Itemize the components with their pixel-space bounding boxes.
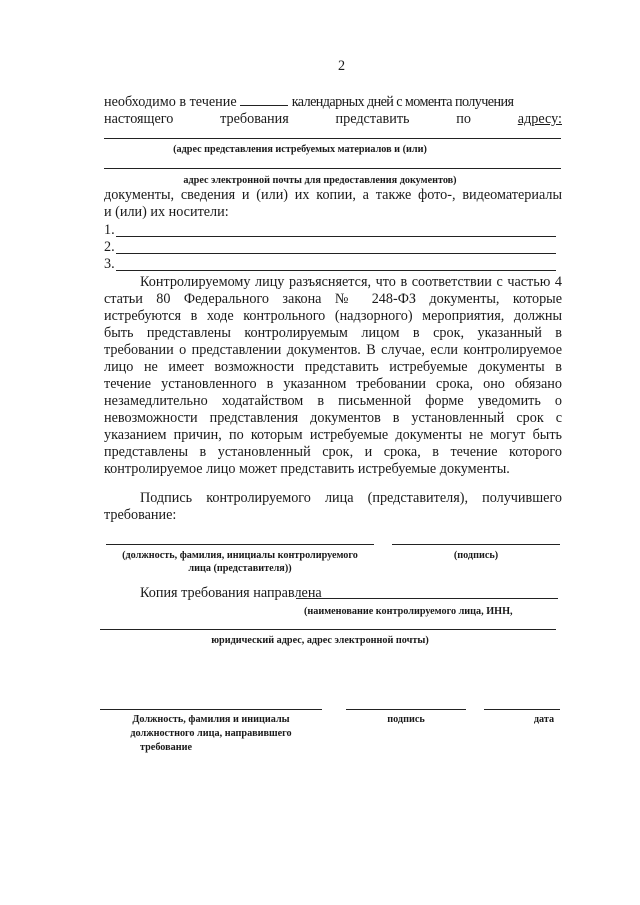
explanation-line: представлены в установленный срок, и срока, в течение которого (104, 444, 562, 460)
intro-word: настоящего (104, 111, 174, 127)
official-position-caption-1: Должность, фамилия и инициалы (132, 714, 290, 725)
position-caption-1: (должность, фамилия, инициалы контролируемого (122, 550, 358, 561)
explanation-line: требовании о представлении документов. В случае, если контролируемое (104, 342, 562, 358)
documents-line: и (или) их носители: (104, 204, 229, 220)
address-fill-line (104, 138, 561, 139)
position-fill-line (106, 544, 374, 545)
position-caption-2: лица (представителя)) (188, 563, 292, 574)
explanation-line: контролируемое лицо может представить истребуемые документы. (104, 461, 510, 477)
list-item-number: 1. (104, 222, 115, 238)
documents-text (104, 187, 562, 221)
signature-text (104, 490, 562, 524)
list-item-line (116, 270, 556, 271)
explanation-line: течение установленного в указанном требовании срока, оно обязано (104, 376, 562, 392)
email-address-caption: адрес электронной почты для предоставления документов) (183, 175, 457, 186)
signature-line-1: Подпись контролируемого лица (представителя), получившего (140, 490, 562, 506)
copy-address-line (100, 629, 556, 630)
list-item-number: 2. (104, 239, 115, 255)
intro-word: представить (335, 111, 410, 127)
explanation-line: быть представлены контролируемым лицом в срок, указанный в (104, 325, 562, 341)
intro-line-2 (104, 111, 562, 128)
list-item-number: 3. (104, 256, 115, 272)
intro-word: адресу: (517, 111, 562, 127)
signature-caption: (подпись) (453, 550, 499, 561)
intro-word: по (456, 111, 471, 127)
signature-line-2: требование: (104, 507, 177, 523)
explanation-line: статьи 80 Федерального закона № 248-ФЗ документы, которые (104, 291, 562, 307)
signature-fill-line (392, 544, 560, 545)
intro-line-1 (104, 93, 562, 111)
official-position-caption-3: требование (140, 742, 192, 753)
copy-name-caption: (наименование контролируемого лица, ИНН, (304, 606, 513, 617)
official-signature-line (346, 709, 466, 710)
documents-line: документы, сведения и (или) их копии, а также фото-, видеоматериалы (104, 187, 562, 203)
explanation-line: невозможности представления документов в установленный срок с (104, 410, 562, 426)
explanation-line: Контролируемому лицу разъясняется, что в соответствии с частью 4 (140, 274, 562, 290)
email-fill-line (104, 168, 561, 169)
explanation-line: незамедлительно ходатайством в письменной форме уведомить о (104, 393, 562, 409)
date-caption: дата (533, 714, 555, 725)
page-number: 2 (338, 58, 346, 74)
days-blank-line (240, 93, 288, 106)
explanation-line: лицо не имеет возможности представить истребуемые документы в (104, 359, 562, 375)
official-position-caption-2: должностного лица, направившего (130, 728, 292, 739)
list-item-line (116, 236, 556, 237)
date-line (484, 709, 560, 710)
copy-address-caption: юридический адрес, адрес электронной почты) (211, 635, 429, 646)
copy-fill-line (296, 598, 558, 599)
explanation-line: истребуются в ходе контрольного (надзорного) мероприятия, должны (104, 308, 562, 324)
intro-line-1-overlay: календарных дней с момента получения (291, 94, 514, 110)
address-materials-caption: (адрес представления истребуемых материалов и (или) (173, 144, 427, 155)
intro-line-1-start: необходимо в течение (104, 94, 237, 110)
intro-word: требования (220, 111, 289, 127)
official-signature-caption: подпись (387, 714, 425, 725)
official-position-line (100, 709, 322, 710)
copy-label: Копия требования направлена (140, 585, 322, 601)
explanation-paragraph (104, 274, 562, 478)
explanation-line: указанием причин, по которым истребуемые документы не могут быть (104, 427, 562, 443)
list-item-line (116, 253, 556, 254)
